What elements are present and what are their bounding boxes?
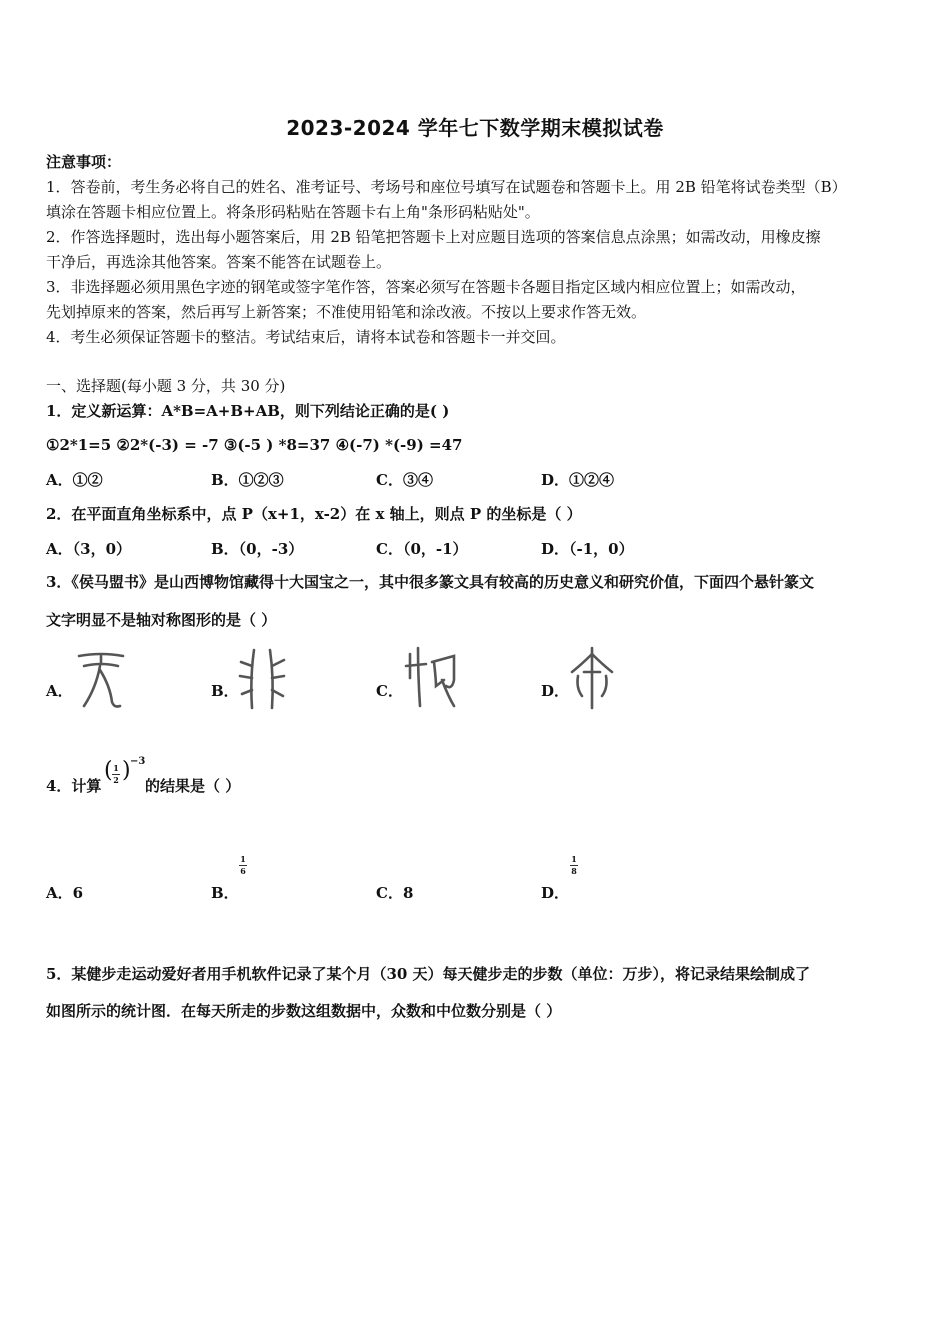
question-1-option-b: B．①②③ xyxy=(211,471,284,489)
question-5-stem: 5．某健步走运动爱好者用手机软件记录了某个月（30 天）每天健步走的步数（单位：万步），将记录结果绘制成了 xyxy=(46,965,811,983)
option-d-fraction: 1 8 xyxy=(571,854,577,876)
question-3-stem: 文字明显不是轴对称图形的是（ ） xyxy=(46,611,277,629)
notice-line: 干净后，再选涂其他答案。答案不能答在试题卷上。 xyxy=(46,253,392,271)
question-2-option-d: D．（-1，0） xyxy=(541,540,634,558)
question-2-stem: 2．在平面直角坐标系中，点 P（x+1，x-2）在 x 轴上，则点 P 的坐标是（ ） xyxy=(46,505,582,523)
question-3-option-c: C． xyxy=(376,682,403,700)
seal-glyph-a-image xyxy=(76,650,126,710)
seal-glyph-b-image xyxy=(238,648,286,710)
question-5-stem: 如图所示的统计图．在每天所走的步数这组数据中，众数和中位数分别是（ ） xyxy=(46,1002,562,1020)
notice-line: 4．考生必须保证答题卡的整洁。考试结束后，请将本试卷和答题卡一并交回。 xyxy=(46,328,566,346)
page-title: 2023-2024 学年七下数学期末模拟试卷 xyxy=(286,116,664,140)
question-4-option-a: A．6 xyxy=(46,884,84,902)
notice-line: 3．非选择题必须用黑色字迹的钢笔或签字笔作答，答案必须写在答题卡各题目指定区域内相应位置上；如需改动， xyxy=(46,278,806,296)
question-4-option-b: B． xyxy=(211,884,239,902)
notice-line: 先划掉原来的答案，然后再写上新答案；不准使用铅笔和涂改液。不按以上要求作答无效。 xyxy=(46,303,647,321)
question-2-option-a: A．（3，0） xyxy=(46,540,132,558)
question-3-stem: 3．《侯马盟书》是山西博物馆藏得十大国宝之一，其中很多篆文具有较高的历史意义和研究价值，下面四个悬针篆文 xyxy=(46,573,814,591)
question-1-stem: 1．定义新运算：A*B=A+B+AB，则下列结论正确的是( ) xyxy=(46,402,450,420)
question-1-option-d: D．①②④ xyxy=(541,471,615,489)
question-4-option-c: C．8 xyxy=(376,884,414,902)
question-4-exponent: −3 xyxy=(130,756,146,767)
question-3-option-a: A． xyxy=(46,682,73,700)
question-2-option-c: C．（0，-1） xyxy=(376,540,468,558)
question-3-option-d: D． xyxy=(541,682,570,700)
question-1-items: ①2*1=5 ②2*(-3) = -7 ③(-5 ) *8=37 ④(-7) *(-9) =47 xyxy=(46,436,463,454)
option-b-fraction: 1 6 xyxy=(240,854,246,876)
notice-line: 填涂在答题卡相应位置上。将条形码粘贴在答题卡右上角"条形码粘贴处"。 xyxy=(46,203,540,221)
question-4-fraction: 1 2 xyxy=(113,763,119,785)
section-heading: 一、选择题(每小题 3 分，共 30 分) xyxy=(46,377,286,395)
question-4-stem: 的结果是（ ） xyxy=(145,777,241,795)
seal-glyph-c-image xyxy=(404,646,460,710)
notice-line: 1．答卷前，考生务必将自己的姓名、准考证号、考场号和座位号填写在试题卷和答题卡上。用 2B 铅笔将试卷类型（B） xyxy=(46,178,847,196)
question-3-option-b: B． xyxy=(211,682,239,700)
notice-heading: 注意事项： xyxy=(46,153,122,171)
question-1-option-c: C．③④ xyxy=(376,471,433,489)
seal-glyph-d-image xyxy=(568,646,616,710)
question-2-option-b: B．（0，-3） xyxy=(211,540,304,558)
question-1-option-a: A．①② xyxy=(46,471,103,489)
question-4-option-d: D． xyxy=(541,884,570,902)
notice-line: 2．作答选择题时，选出每小题答案后，用 2B 铅笔把答题卡上对应题目选项的答案信息点涂黑；如需改动，用橡皮擦 xyxy=(46,228,821,246)
question-4-stem: 4．计算 xyxy=(46,777,102,795)
